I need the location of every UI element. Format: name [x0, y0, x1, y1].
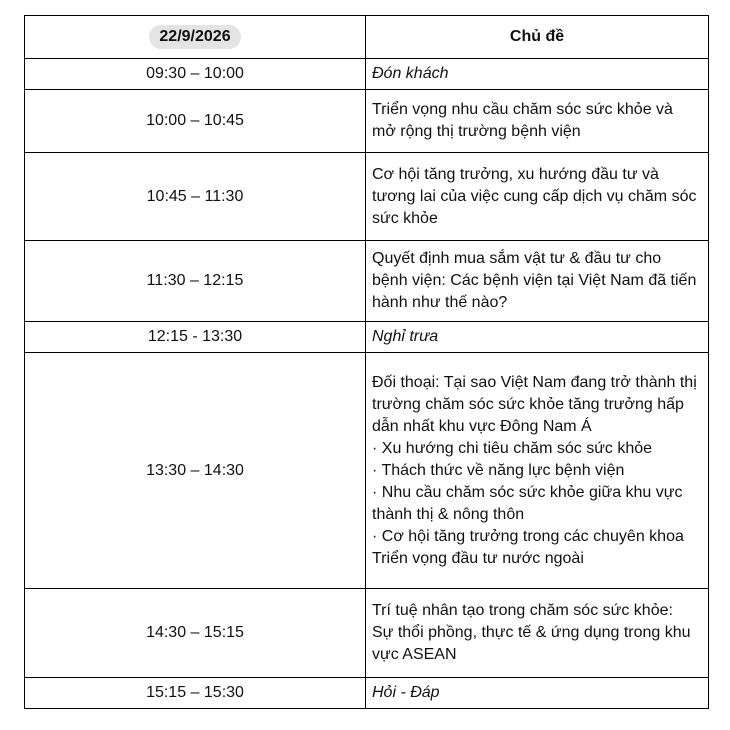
- time-slot: 11:30 – 12:15: [25, 241, 366, 322]
- session-topic: [366, 678, 709, 709]
- time-slot: 15:15 – 15:30: [25, 678, 366, 709]
- topic-line: thành thị & nông thôn: [372, 505, 525, 523]
- session-topic: [366, 153, 709, 241]
- session-topic: [366, 322, 709, 353]
- topic-line: Triển vọng đầu tư nước ngoài: [372, 549, 584, 567]
- session-topic: [366, 241, 709, 322]
- time-slot: 10:45 – 11:30: [25, 153, 366, 241]
- topic-line: Sự thổi phồng, thực tế & ứng dụng trong khu: [372, 624, 691, 641]
- table-row: [25, 589, 709, 678]
- table-row: [25, 241, 709, 322]
- topic-line: Đối thoại: Tại sao Việt Nam đang trở thành thị: [372, 373, 697, 391]
- table-header-row: [25, 16, 709, 59]
- topic-line: mở rộng thị trường bệnh viện: [372, 123, 581, 140]
- time-slot: 14:30 – 15:15: [25, 589, 366, 678]
- topic-line: dẫn nhất khu vực Đông Nam Á: [372, 417, 592, 435]
- topic-line: Quyết định mua sắm vật tư & đầu tư cho: [372, 250, 662, 267]
- time-slot: 12:15 - 13:30: [25, 322, 366, 353]
- session-topic: [366, 589, 709, 678]
- time-slot: 13:30 – 14:30: [25, 353, 366, 589]
- time-slot: 09:30 – 10:00: [25, 59, 366, 90]
- topic-line: · Cơ hội tăng trưởng trong các chuyên khoa: [372, 527, 684, 545]
- table-row: [25, 353, 709, 589]
- topic-line: vực ASEAN: [372, 646, 457, 663]
- table-row: [25, 59, 709, 90]
- topic-line: Triển vọng nhu cầu chăm sóc sức khỏe và: [372, 101, 673, 118]
- topic-line: Cơ hội tăng trưởng, xu hướng đầu tư và: [372, 165, 659, 183]
- topic-line: trường chăm sóc sức khỏe tăng trưởng hấp: [372, 395, 684, 413]
- topic-line: Đón khách: [372, 65, 449, 82]
- agenda-table: [24, 15, 709, 709]
- topic-header-cell: Chủ đề: [366, 16, 709, 59]
- topic-line: tương lai của việc cung cấp dịch vụ chăm sóc: [372, 187, 697, 205]
- session-topic: [366, 90, 709, 153]
- table-row: [25, 678, 709, 709]
- topic-line: sức khỏe: [372, 209, 438, 227]
- agenda-body: [25, 59, 709, 709]
- topic-line: hành như thế nào?: [372, 294, 508, 311]
- date-badge: 22/9/2026: [149, 25, 240, 49]
- table-row: [25, 322, 709, 353]
- topic-line: Hỏi - Đáp: [372, 684, 440, 701]
- topic-line: · Xu hướng chi tiêu chăm sóc sức khỏe: [372, 439, 653, 457]
- topic-line: · Nhu cầu chăm sóc sức khỏe giữa khu vực: [372, 483, 683, 501]
- table-row: [25, 153, 709, 241]
- time-slot: 10:00 – 10:45: [25, 90, 366, 153]
- topic-line: Trí tuệ nhân tạo trong chăm sóc sức khỏe:: [372, 602, 673, 619]
- session-topic: [366, 353, 709, 589]
- date-header-cell: [25, 16, 366, 59]
- topic-line: bệnh viện: Các bệnh viện tại Việt Nam đã tiến: [372, 272, 697, 289]
- topic-line: · Thách thức về năng lực bệnh viện: [372, 461, 625, 479]
- topic-line: Nghỉ trưa: [372, 328, 439, 345]
- session-topic: [366, 59, 709, 90]
- table-row: [25, 90, 709, 153]
